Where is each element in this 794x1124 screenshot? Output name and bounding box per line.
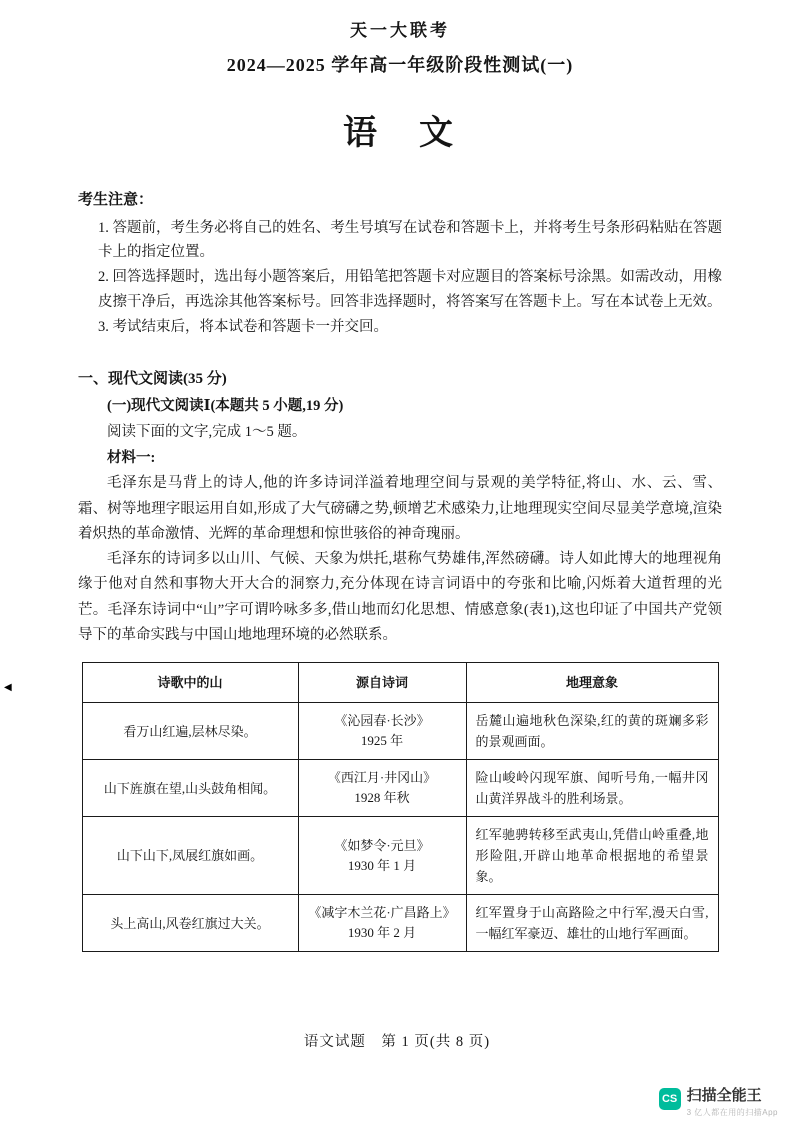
reading-instruction: 阅读下面的文字,完成 1～5 题。: [107, 424, 307, 441]
imagery-cell: 红军置身于山高路险之中行军,漫天白雪,一幅红军豪迈、雄壮的山地行军画面。: [466, 895, 718, 952]
table-header-cell: 源自诗词: [298, 663, 466, 703]
candidate-notice: [78, 188, 722, 340]
source-title: 《如梦令·元旦》: [334, 837, 430, 853]
table-row: [82, 895, 718, 952]
source-cell: [298, 760, 466, 817]
notice-item: 2. 回答选择题时，选出每小题答案后，用铅笔把答题卡对应题目的答案标号涂黑。如需改动，用橡皮擦干净后，再选涂其他答案标号。回答非选择题时，将答案写在答题卡上。写在本试卷上无效。: [98, 269, 722, 311]
page-footer: 语文试题 第 1 页(共 8 页): [303, 1034, 491, 1050]
scanner-watermark: [659, 1087, 778, 1118]
source-date: 1925 年: [360, 733, 404, 749]
source-cell: [298, 895, 466, 952]
reading-section: [78, 366, 722, 648]
sub-section-heading: (一)现代文阅读Ⅰ(本题共 5 小题,19 分): [107, 398, 344, 415]
source-date: 1930 年 1 月: [347, 857, 417, 873]
notice-title: 考生注意：: [78, 192, 154, 208]
section-heading: 一、现代文阅读(35 分): [78, 371, 227, 388]
imagery-cell: 险山峻岭闪现军旗、闻听号角,一幅井冈山黄洋界战斗的胜利场景。: [466, 760, 718, 817]
material-paragraph: 毛泽东的诗词多以山川、气候、天象为烘托,堪称气势雄伟,浑然磅礴。诗人如此博大的地理视角缘于他对自然和事物大开大合的洞察力,充分体现在诗言词语中的夸张和比喻,闪烁着大道哲理的光芒。毛泽东诗词中“山”字可谓吟咏多多,借山地而幻化思想、情感意象(表1),这也印证了中国共产党领导下的革命实践与中国山地地理环境的必然联系。: [78, 551, 722, 643]
table-row: [82, 760, 718, 817]
table-row: [82, 817, 718, 895]
source-date: 1928 年秋: [354, 790, 410, 806]
subject-title: 语 文: [343, 115, 457, 152]
poem-line-cell: 头上高山,风卷红旗过大关。: [82, 895, 298, 952]
scanner-text-block: [687, 1087, 778, 1118]
exam-brand: 天一大联考: [350, 21, 450, 40]
source-cell: [298, 703, 466, 760]
camscanner-logo-icon: CS: [659, 1088, 681, 1110]
material-paragraph: 毛泽东是马背上的诗人,他的许多诗词洋溢着地理空间与景观的美学特征,将山、水、云、雪、霜、树等地理字眼运用自如,形成了大气磅礴之势,顿增艺术感染力,让地理现实空间尽显美学意境,渲染着炽热的革命激情、光辉的革命理想和惊世骇俗的神奇瑰丽。: [78, 475, 722, 542]
scanner-app-name: 扫描全能王: [686, 1087, 762, 1104]
table-row: [82, 703, 718, 760]
poem-table: [82, 662, 719, 952]
source-cell: [298, 817, 466, 895]
poem-line-cell: 看万山红遍,层林尽染。: [82, 703, 298, 760]
poem-line-cell: 山下山下,凤展红旗如画。: [82, 817, 298, 895]
material-label: 材料一:: [107, 450, 156, 467]
exam-session: 2024—2025 学年高一年级阶段性测试(一): [226, 55, 574, 75]
left-arrow-marker: ◀: [4, 682, 12, 693]
source-date: 1930 年 2 月: [347, 925, 417, 941]
poem-line-cell: 山下旌旗在望,山头鼓角相闻。: [82, 760, 298, 817]
table-header-cell: 地理意象: [466, 663, 718, 703]
scanner-tagline: 3 亿人都在用的扫描App: [686, 1108, 778, 1117]
table-header-cell: 诗歌中的山: [82, 663, 298, 703]
source-title: 《减字木兰花·广昌路上》: [308, 905, 456, 921]
imagery-cell: 红军驰骋转移至武夷山,凭借山岭重叠,地形险阻,开辟山地革命根据地的希望景象。: [466, 817, 718, 895]
source-title: 《沁园春·长沙》: [334, 712, 430, 728]
notice-item: 1. 答题前，考生务必将自己的姓名、考生号填写在试卷和答题卡上，并将考生号条形码粘贴在答题卡上的指定位置。: [98, 219, 722, 261]
notice-item: 3. 考试结束后，将本试卷和答题卡一并交回。: [98, 319, 388, 336]
source-title: 《西江月·井冈山》: [327, 770, 437, 786]
table-header-row: [82, 663, 718, 703]
imagery-cell: 岳麓山遍地秋色深染,红的黄的斑斓多彩的景观画面。: [466, 703, 718, 760]
